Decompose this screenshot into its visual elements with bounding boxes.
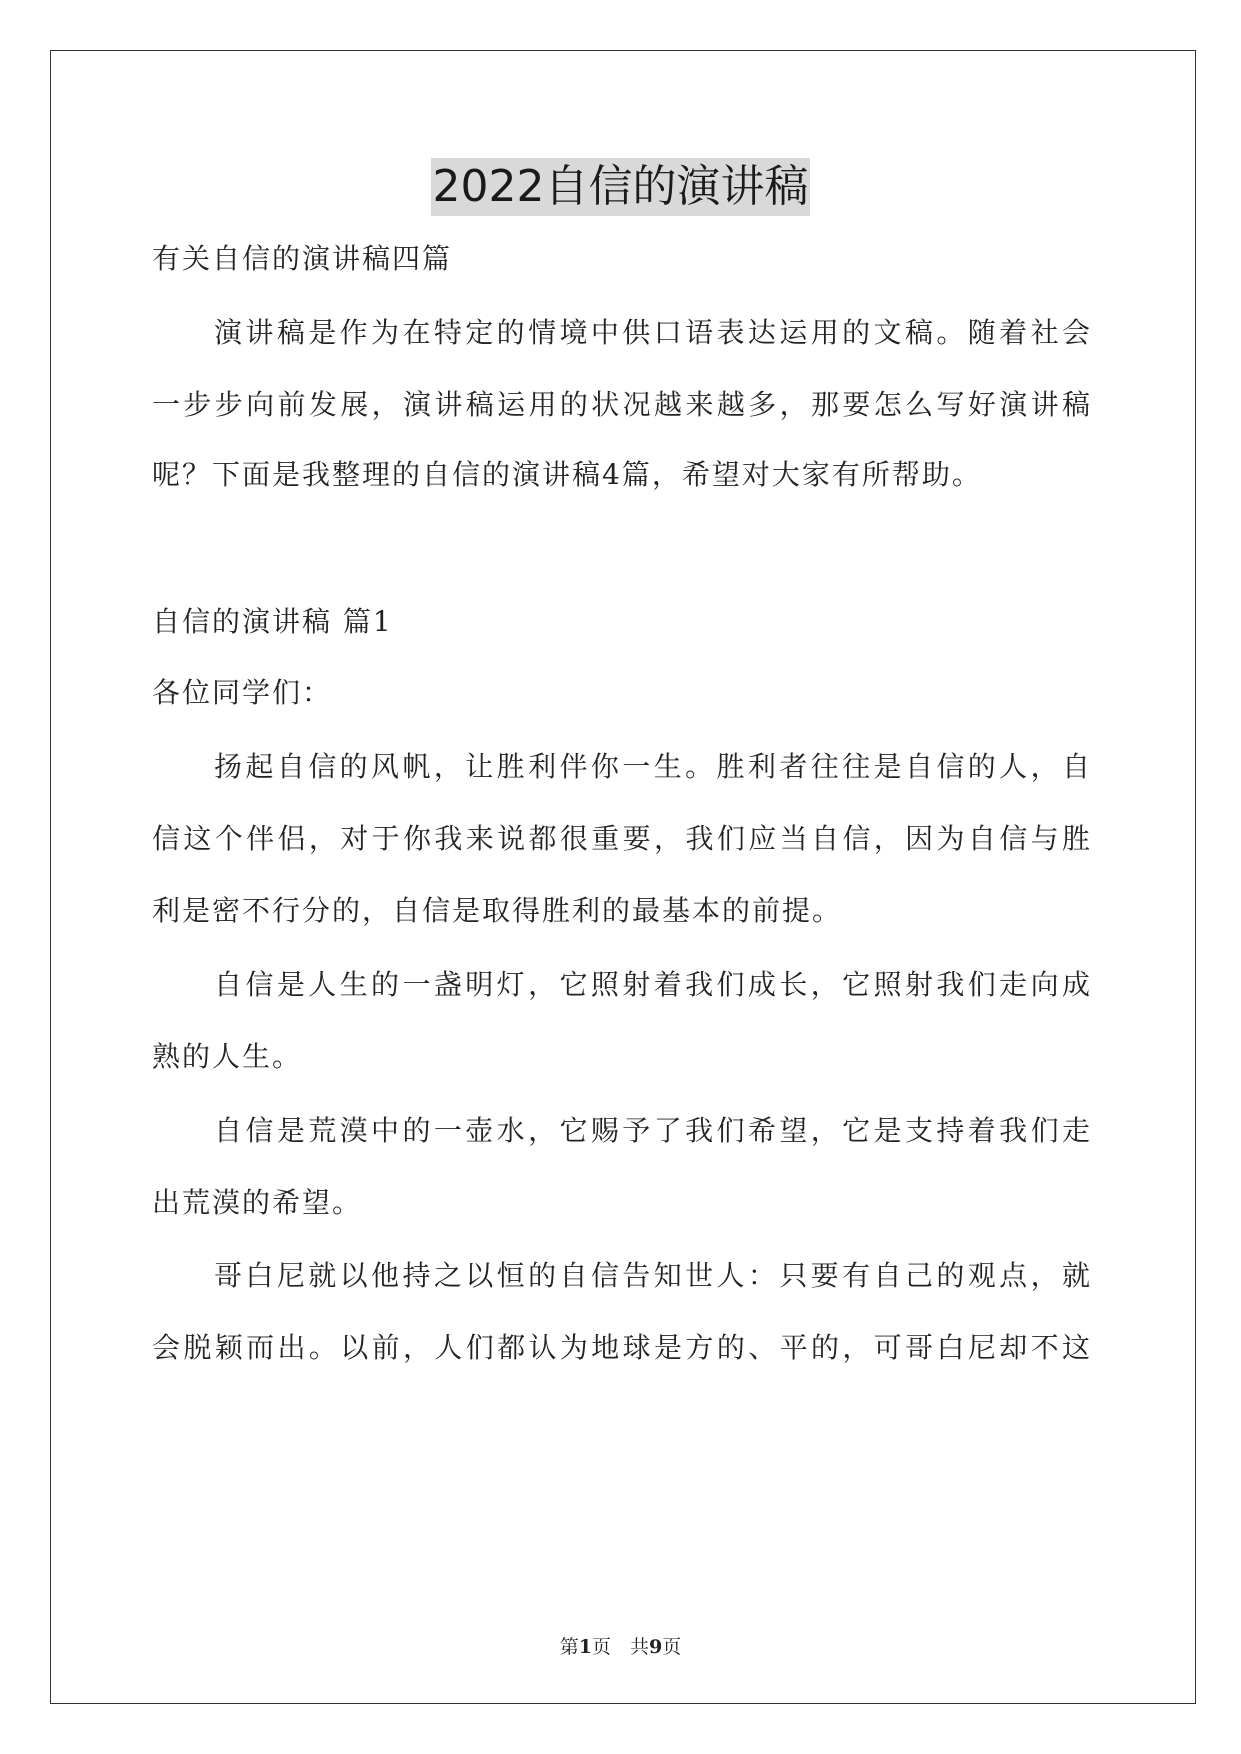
paragraph-2-line-2: 熟的人生。 [152,1040,303,1073]
current-page-number: 1 [578,1636,592,1658]
section-heading: 自信的演讲稿 篇1 [152,605,393,638]
paragraph-2-line-1: 自信是人生的一盏明灯，它照射着我们成长，它照射我们走向成 [214,968,1092,1001]
paragraph-1-line-3: 利是密不行分的，自信是取得胜利的最基本的前提。 [152,894,843,927]
document-title-container [0,158,1241,216]
intro-line-1: 演讲稿是作为在特定的情境中供口语表达运用的文稿。随着社会 [214,316,1092,349]
paragraph-4-line-2: 会脱颖而出。以前，人们都认为地球是方的、平的，可哥白尼却不这 [152,1331,1092,1364]
page-footer [0,1632,1241,1659]
page-label-mid: 页 共 [591,1636,649,1658]
page-border [50,50,1196,1704]
document-title: 2022自信的演讲稿 [431,158,811,216]
paragraph-3-line-1: 自信是荒漠中的一壶水，它赐予了我们希望，它是支持着我们走 [214,1114,1092,1147]
paragraph-4-line-1: 哥白尼就以他持之以恒的自信告知世人：只要有自己的观点，就 [214,1259,1092,1292]
intro-line-2: 一步步向前发展，演讲稿运用的状况越来越多，那要怎么写好演讲稿 [152,388,1092,421]
paragraph-3-line-2: 出荒漠的希望。 [152,1186,363,1219]
page-label-prefix: 第 [559,1636,579,1658]
intro-line-3: 呢？下面是我整理的自信的演讲稿4篇，希望对大家有所帮助。 [152,458,982,491]
paragraph-1-line-2: 信这个伴侣，对于你我来说都很重要，我们应当自信，因为自信与胜 [152,822,1092,855]
subtitle-line: 有关自信的演讲稿四篇 [152,242,453,275]
paragraph-1-line-1: 扬起自信的风帆，让胜利伴你一生。胜利者往往是自信的人，自 [214,750,1092,783]
page-label-suffix: 页 [662,1636,682,1658]
total-pages-number: 9 [649,1636,663,1658]
greeting-line: 各位同学们： [152,676,333,709]
